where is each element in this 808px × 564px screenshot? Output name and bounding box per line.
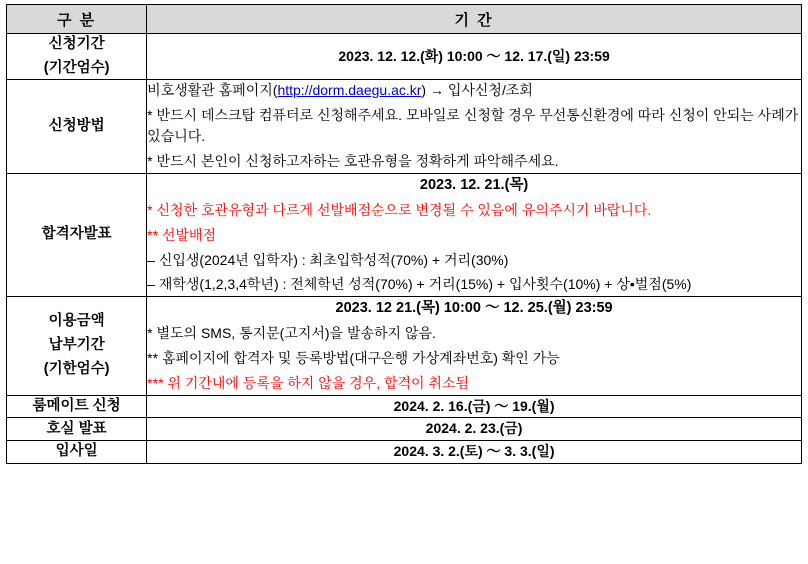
row-body-roommate-application: 2024. 2. 16.(금) ～ 19.(월) [147,395,802,418]
table-row [7,440,802,463]
dorm-homepage-link[interactable]: http://dorm.daegu.ac.kr [277,82,422,99]
notice-virtual-account: ** 홈페이지에 합격자 및 등록방법(대구은행 가상계좌번호) 확인 가능 [147,350,560,367]
row-body-room-announcement: 2024. 2. 23.(금) [147,418,802,441]
schedule-table [6,4,802,464]
row-label-roommate-application: 룸메이트 신청 [7,395,147,418]
row-label-move-in-date: 입사일 [7,440,147,463]
table-header-row [7,5,802,34]
table-row [7,418,802,441]
row-label-application-period: 신청기간 (기간엄수) [7,34,147,80]
notice-freshmen-score: – 신입생(2024년 입학자) : 최초입학성적(70%) + 거리(30%) [147,251,509,268]
table-body [7,34,802,464]
notice-current-student-score: – 재학생(1,2,3,4학년) : 전체학년 성적(70%) + 거리(15%) + 입사횟수(10%) + 상•벌점(5%) [147,276,692,293]
result-announcement-date: 2023. 12. 21.(목) [419,176,529,193]
column-header-category: 구 분 [7,5,147,34]
row-body-result-announcement [147,173,802,296]
table-row [7,34,802,80]
payment-period-date: 2023. 12 21.(목) 10:00 ～ 12. 25.(월) 23:59 [335,300,613,316]
row-body-move-in-date: 2024. 3. 2.(토) ～ 3. 3.(일) [147,440,802,463]
notice-no-sms: * 별도의 SMS, 통지문(고지서)을 발송하지 않음. [147,325,436,342]
table-row [7,395,802,418]
notice-desktop: * 반드시 데스크탑 컴퓨터로 신청해주세요. 모바일로 신청할 경우 무선통신환경에 따라 신청이 안되는 사례가 있습니다. [147,106,799,145]
row-body-application-method [147,80,802,174]
notice-selection-score-title: ** 선발배점 [147,226,217,243]
notice-cancel-warning: *** 위 기간내에 등록을 하지 않을 경우, 합격이 취소됨 [147,374,470,391]
notice-dorm-type: * 반드시 본인이 신청하고자하는 호관유형을 정확하게 파악해주세요. [147,153,559,170]
table-row [7,297,802,396]
notice-selection-change: * 신청한 호관유형과 다르게 선발배점순으로 변경될 수 있음에 유의주시기 바랍니다. [147,202,652,219]
table-row [7,173,802,296]
row-body-application-period: 2023. 12. 12.(화) 10:00 ～ 12. 17.(일) 23:59 [147,34,802,80]
table-header [7,5,802,34]
row-label-result-announcement: 합격자발표 [7,173,147,296]
row-label-room-announcement: 호실 발표 [7,418,147,441]
homepage-line: 비호생활관 홈페이지(http://dorm.daegu.ac.kr) → 입사신청/조회 [147,82,533,99]
table-row [7,80,802,174]
row-label-payment-period: 이용금액 납부기간 (기한엄수) [7,297,147,396]
row-label-application-method: 신청방법 [7,80,147,174]
row-body-payment-period [147,297,802,396]
column-header-period: 기 간 [147,5,802,34]
